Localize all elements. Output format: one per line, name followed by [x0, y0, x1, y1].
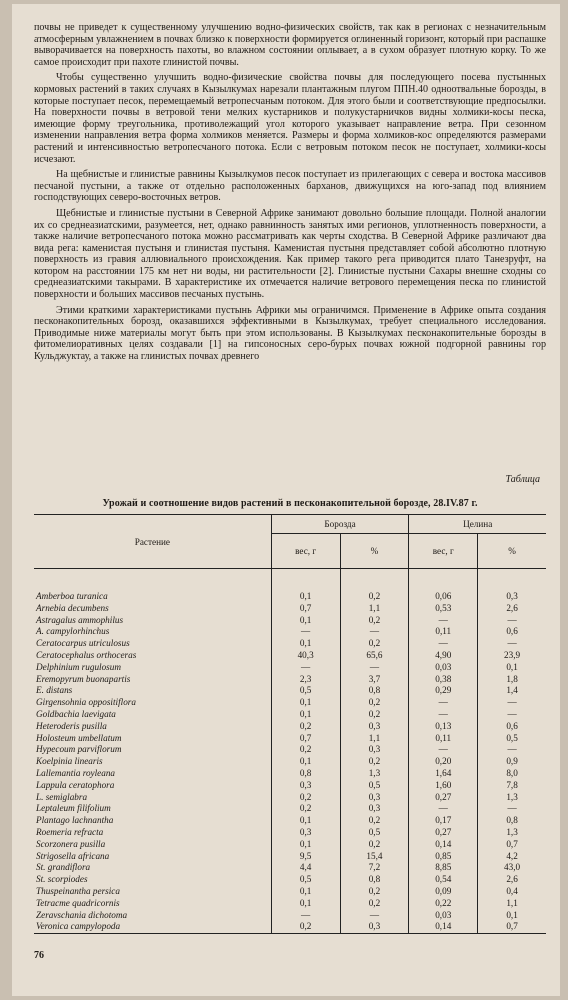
furrow-weight-cell: 0,2 [271, 792, 340, 804]
furrow-weight-cell: 0,5 [271, 685, 340, 697]
virgin-weight-cell: 8,85 [409, 862, 478, 874]
paragraph: почвы не приведет к существенному улучшению водно-физических свойств, так как в регионах с незначительным атмосферным увлажнением в почвах близко к поверхности формируется оглиненный горизонт, который при распашке выворачивается на поверхность пахоты, во влажном состоянии оплывает, а в сухом образует плотную корку. То же самое происходит при пахоте глинистой почвы. [34, 22, 546, 68]
virgin-pct-cell: — [507, 803, 517, 814]
table-row [34, 744, 546, 756]
plant-name-cell: Amberboa turanica [34, 591, 271, 603]
furrow-pct-cell: 0,5 [340, 827, 409, 839]
plant-name-cell: Ceratocarpus utriculosus [34, 638, 271, 650]
virgin-weight-cell: 0,22 [409, 898, 478, 910]
furrow-weight-cell: 40,3 [271, 650, 340, 662]
virgin-pct-cell: — [507, 638, 517, 649]
virgin-pct-cell: 0,6 [506, 626, 518, 637]
virgin-pct-cell: — [507, 744, 517, 755]
table-row [34, 697, 546, 709]
plant-name-cell: Astragalus ammophilus [34, 615, 271, 627]
furrow-pct-cell: 15,4 [340, 851, 409, 863]
column-group-furrow: Борозда [271, 515, 409, 534]
virgin-pct-cell: 2,6 [506, 874, 518, 885]
virgin-pct-cell: 23,9 [504, 649, 521, 660]
virgin-weight-cell: 0,20 [409, 756, 478, 768]
plant-name-cell: Heteroderis pusilla [34, 721, 271, 733]
virgin-pct-cell: 1,1 [506, 897, 518, 908]
furrow-weight-cell: 0,1 [271, 709, 340, 721]
virgin-weight-cell: 0,85 [409, 851, 478, 863]
furrow-pct-cell: 0,5 [340, 780, 409, 792]
plant-name-cell: Lappula ceratophora [34, 780, 271, 792]
virgin-pct-cell: 0,7 [478, 921, 546, 933]
furrow-pct-cell: 0,3 [340, 721, 409, 733]
virgin-weight-cell: 0,06 [409, 591, 478, 603]
virgin-weight-cell: — [409, 803, 478, 815]
virgin-pct-cell: 0,6 [506, 720, 518, 731]
furrow-pct-cell: 0,2 [340, 898, 409, 910]
furrow-pct-cell: 65,6 [340, 650, 409, 662]
furrow-weight-cell: 0,2 [271, 921, 340, 933]
furrow-weight-cell: 4,4 [271, 862, 340, 874]
virgin-pct-cell: 0,4 [506, 885, 518, 896]
virgin-pct-cell: 0,8 [506, 815, 518, 826]
plant-name-cell: Hypecoum parviflorum [34, 744, 271, 756]
plant-name-cell: Tetracme quadricornis [34, 898, 271, 910]
paragraph: На щебнистые и глинистые равнины Кызылкумов песок поступает из прилегающих с севера и востока массивов песчаной пустыни, а также от отдельно расположенных барханов, движущихся на юго-запад под влиянием господствующих северо-восточных ветров. [34, 169, 546, 204]
table-row [34, 650, 546, 662]
table-row [34, 768, 546, 780]
furrow-pct-cell: 0,2 [340, 591, 409, 603]
virgin-weight-cell: 0,14 [409, 921, 478, 933]
furrow-pct-cell: 0,3 [340, 744, 409, 756]
plant-name-cell: Girgensohnia oppositiflora [34, 697, 271, 709]
furrow-pct-cell: 0,2 [340, 709, 409, 721]
furrow-pct-cell: 1,1 [340, 733, 409, 745]
table-row [34, 674, 546, 686]
table-row [34, 921, 546, 933]
furrow-weight-cell: 0,1 [271, 886, 340, 898]
column-group-virgin: Целина [409, 515, 546, 534]
furrow-pct-cell: 0,2 [340, 638, 409, 650]
furrow-weight-cell: 0,1 [271, 898, 340, 910]
table-row [34, 839, 546, 851]
furrow-weight-cell: 0,2 [271, 744, 340, 756]
plant-name-cell: Strigosella africana [34, 851, 271, 863]
table-row [34, 756, 546, 768]
book-page [12, 4, 560, 996]
furrow-weight-cell: 0,1 [271, 815, 340, 827]
plant-name-cell: Koelpinia linearis [34, 756, 271, 768]
furrow-pct-cell: 0,2 [340, 815, 409, 827]
virgin-weight-cell: 0,27 [409, 827, 478, 839]
table-row [34, 815, 546, 827]
virgin-pct-cell: 43,0 [504, 862, 521, 873]
furrow-weight-cell: 0,7 [271, 733, 340, 745]
table-caption: Таблица [505, 474, 540, 485]
virgin-weight-cell: — [409, 709, 478, 721]
virgin-weight-cell: 0,53 [409, 603, 478, 615]
table-row [34, 851, 546, 863]
plant-name-cell: Leptaleum filifolium [34, 803, 271, 815]
virgin-pct-cell: 1,3 [506, 791, 518, 802]
virgin-pct-cell: 1,4 [506, 685, 518, 696]
virgin-pct-cell: 4,2 [506, 850, 518, 861]
virgin-weight-cell: 0,14 [409, 839, 478, 851]
furrow-pct-cell: 0,2 [340, 615, 409, 627]
plant-name-cell: Goldbachia laevigata [34, 709, 271, 721]
table-row [34, 874, 546, 886]
plant-name-cell: Ceratocephalus orthoceras [34, 650, 271, 662]
page-number: 76 [34, 950, 44, 961]
plant-name-cell: Delphinium rugulosum [34, 662, 271, 674]
table-row [34, 803, 546, 815]
furrow-pct-cell: — [340, 910, 409, 922]
table-row [34, 662, 546, 674]
virgin-weight-cell: 1,60 [409, 780, 478, 792]
table-row [34, 615, 546, 627]
virgin-pct-cell: — [507, 697, 517, 708]
plant-name-cell: Holosteum umbellatum [34, 733, 271, 745]
furrow-pct-cell: — [340, 626, 409, 638]
virgin-weight-cell: 0,11 [409, 626, 478, 638]
yield-table [34, 514, 546, 934]
virgin-weight-cell: 0,09 [409, 886, 478, 898]
plant-name-cell: A. campylorhinchus [34, 626, 271, 638]
furrow-pct-cell: 0,2 [340, 697, 409, 709]
table-row [34, 603, 546, 615]
column-header-pct: % [340, 534, 409, 569]
virgin-weight-cell: — [409, 697, 478, 709]
table-row [34, 862, 546, 874]
table-row [34, 638, 546, 650]
plant-name-cell: St. grandiflora [34, 862, 271, 874]
furrow-weight-cell: 9,5 [271, 851, 340, 863]
virgin-weight-cell: — [409, 615, 478, 627]
plant-name-cell: Eremopyrum buonapartis [34, 674, 271, 686]
furrow-pct-cell: 0,2 [340, 756, 409, 768]
table-row [34, 910, 546, 922]
virgin-pct-cell: 0,1 [506, 909, 518, 920]
virgin-weight-cell: 0,13 [409, 721, 478, 733]
furrow-weight-cell: — [271, 626, 340, 638]
furrow-pct-cell: 0,3 [340, 921, 409, 933]
column-header-weight: вес, г [409, 534, 478, 569]
virgin-pct-cell: — [507, 614, 517, 625]
furrow-weight-cell: 0,1 [271, 756, 340, 768]
virgin-pct-cell: 7,8 [506, 779, 518, 790]
furrow-pct-cell: 1,3 [340, 768, 409, 780]
virgin-pct-cell: 1,8 [506, 673, 518, 684]
virgin-weight-cell: 0,03 [409, 910, 478, 922]
furrow-pct-cell: — [340, 662, 409, 674]
furrow-weight-cell: 0,1 [271, 591, 340, 603]
virgin-weight-cell: 4,90 [409, 650, 478, 662]
virgin-pct-cell: 8,0 [506, 767, 518, 778]
column-header-plant: Растение [34, 515, 271, 569]
table-row [34, 685, 546, 697]
furrow-pct-cell: 0,2 [340, 886, 409, 898]
virgin-weight-cell: 1,64 [409, 768, 478, 780]
furrow-weight-cell: 0,1 [271, 638, 340, 650]
furrow-weight-cell: 2,3 [271, 674, 340, 686]
furrow-weight-cell: 0,1 [271, 839, 340, 851]
virgin-weight-cell: — [409, 744, 478, 756]
plant-name-cell: Veronica campylopoda [34, 921, 271, 933]
furrow-weight-cell: 0,3 [271, 827, 340, 839]
plant-name-cell: Lallemantia royleana [34, 768, 271, 780]
furrow-pct-cell: 0,8 [340, 685, 409, 697]
virgin-pct-cell: — [507, 708, 517, 719]
plant-name-cell: Zeravschania dichotomа [34, 910, 271, 922]
virgin-pct-cell: 0,3 [506, 591, 518, 601]
furrow-weight-cell: 0,1 [271, 697, 340, 709]
table-title: Урожай и соотношение видов растений в песконакопительной борозде, 28.IV.87 г. [102, 498, 478, 509]
virgin-pct-cell: 1,3 [506, 826, 518, 837]
virgin-weight-cell: 0,03 [409, 662, 478, 674]
paragraph: Чтобы существенно улучшить водно-физические свойства почвы для последующего посева пустынных кормовых растений в таких случаях в Кызылкумах нарезали плантажным плугом ППН.40 одноотвальные борозды, в которые поступает песок, перемещаемый ветропесчаным потоком. Для этого были и соответствующие предпосылки. На поверхности почвы в ветровой тени мелких кустарников и полукустарничков видны холмики-косы песка, имеющие форму треугольника, противолежащий угол которого указывает направление ветра. При сезонном изменении направления ветра форма холмиков меняется. Размеры и форма холмиков-кос определяются размерами растений и интенсивностью ветропесчаного потока. Если с ветровым потоком песок не поступает, холмики-косы исчезают. [34, 72, 546, 165]
furrow-weight-cell: 0,7 [271, 603, 340, 615]
virgin-pct-cell: 0,1 [506, 661, 518, 672]
table-row [34, 626, 546, 638]
furrow-weight-cell: 0,8 [271, 768, 340, 780]
furrow-pct-cell: 0,3 [340, 803, 409, 815]
table-row [34, 827, 546, 839]
furrow-pct-cell: 3,7 [340, 674, 409, 686]
virgin-weight-cell: 0,54 [409, 874, 478, 886]
table-row [34, 780, 546, 792]
virgin-pct-cell: 2,6 [506, 602, 518, 613]
table-row [34, 898, 546, 910]
furrow-pct-cell: 0,2 [340, 839, 409, 851]
paragraph: Этими краткими характеристиками пустынь Африки мы ограничимся. Применение в Африке опыта создания песконакопительных борозд, оказавшихся эффективными в Кызылкумах, требует специального исследования. Приводимые ниже материалы могут быть при этом использованы. В Кызылкумах песконакопительные борозды в фитомелиоративных целях создавали [1] на гипсоносных серо-бурых почвах южной подгорной равнины гор Кульджуктау, а также на глинистых почвах древнего [34, 304, 546, 363]
plant-name-cell: Scorzonera pusilla [34, 839, 271, 851]
table-row [34, 591, 546, 603]
furrow-weight-cell: 0,2 [271, 803, 340, 815]
virgin-weight-cell: 0,27 [409, 792, 478, 804]
table-row [34, 733, 546, 745]
furrow-pct-cell: 0,8 [340, 874, 409, 886]
column-header-weight: вес, г [271, 534, 340, 569]
furrow-weight-cell: — [271, 662, 340, 674]
virgin-weight-cell: 0,38 [409, 674, 478, 686]
virgin-weight-cell: 0,17 [409, 815, 478, 827]
plant-name-cell: Arnebia decumbens [34, 603, 271, 615]
furrow-pct-cell: 1,1 [340, 603, 409, 615]
virgin-pct-cell: 0,7 [506, 838, 518, 849]
furrow-weight-cell: 0,5 [271, 874, 340, 886]
table-row [34, 721, 546, 733]
body-text [34, 22, 546, 367]
paragraph: Щебнистые и глинистые пустыни в Северной Африке занимают довольно большие площади. Полной аналогии их со среднеазиатскими, разумеется, нет, однако равнинность занятых ими регионов, уплотненность поверхности, а также наличие ветропесчаного потока можно рассматривать как черты сходства. В Северной Африке различают два вида рега: каменистая пустыня и глинистая пустыня. Каменистая пустыня представляет собой абсолютно плотную поверхность из гравия аллювиального происхождения. Как пример такого рега приводится плато Танезруфт, на котором на расстоянии 175 км нет ни воды, ни растительности [2]. Глинистые пустыни Сахары внешне сходны со среднеазиатскими такырами. В характеристике их отмечается наличие ветрового перемещения песка по глинистой поверхности и больших массивов песчаных пустынь. [34, 207, 546, 301]
furrow-weight-cell: 0,3 [271, 780, 340, 792]
furrow-weight-cell: 0,2 [271, 721, 340, 733]
plant-name-cell: Thuspeinantha persica [34, 886, 271, 898]
column-header-pct: % [478, 534, 546, 569]
furrow-weight-cell: — [271, 910, 340, 922]
virgin-pct-cell: 0,9 [506, 756, 518, 767]
furrow-weight-cell: 0,1 [271, 615, 340, 627]
virgin-weight-cell: — [409, 638, 478, 650]
table-row [34, 792, 546, 804]
virgin-pct-cell: 0,5 [506, 732, 518, 743]
furrow-pct-cell: 7,2 [340, 862, 409, 874]
virgin-weight-cell: 0,29 [409, 685, 478, 697]
table-row [34, 709, 546, 721]
furrow-pct-cell: 0,3 [340, 792, 409, 804]
virgin-weight-cell: 0,11 [409, 733, 478, 745]
plant-name-cell: Plantago lachnantha [34, 815, 271, 827]
plant-name-cell: L. semiglabra [34, 792, 271, 804]
plant-name-cell: St. scorpiodes [34, 874, 271, 886]
plant-name-cell: E. distans [34, 685, 271, 697]
table-row [34, 886, 546, 898]
plant-name-cell: Roemeria refracta [34, 827, 271, 839]
